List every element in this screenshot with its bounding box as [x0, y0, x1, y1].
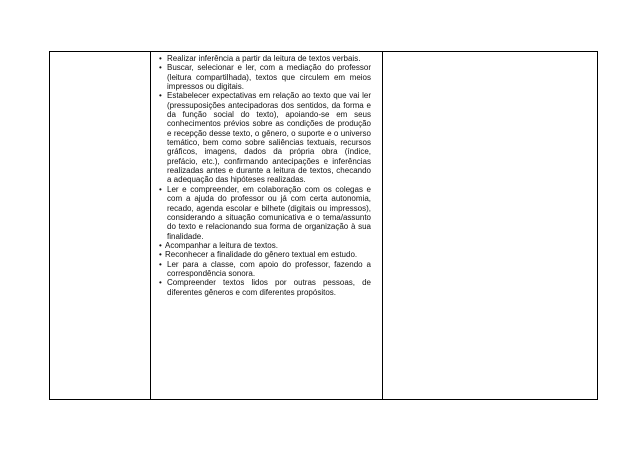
bullet-icon: •	[159, 278, 162, 288]
content-table	[49, 51, 598, 400]
table-cell-left	[50, 52, 150, 399]
list-item-text: Reconhecer a finalidade do gênero textual em estudo.	[165, 250, 358, 260]
list-item-text: Ler e compreender, em colaboração com os colegas e com a ajuda do professor ou já com certa autonomia, recado, agenda escolar e bilhete (digitais ou impressos), considerando a situação comunicativa e o tema/assunto do texto e relacionando sua forma de organização à sua finalidade.	[167, 184, 371, 241]
list-item-text: Buscar, selecionar e ler, com a mediação do professor (leitura compartilhada), textos que circulem em meios impressos ou digitais.	[167, 63, 371, 92]
bullet-icon: •	[159, 63, 162, 73]
list-item-text: Acompanhar a leitura de textos.	[165, 240, 278, 250]
bullet-icon: •	[159, 259, 162, 269]
list-item	[159, 260, 371, 279]
list-item-text: Estabelecer expectativas em relação ao texto que vai ler (pressuposições antecipadoras dos sentidos, da forma e da função social do texto), apoiando-se em seus conhecimentos prévios sobre as condições de produção e recepção desse texto, o gênero, o suporte e o universo temático, bem como sobre saliências textuais, recursos gráficos, imagens, dados da própria obra (índice, prefácio, etc.), confirmando antecipações e inferências realizadas antes e durante a leitura de textos, checando a adequação das hipóteses realizadas.	[167, 91, 371, 185]
list-item	[159, 250, 371, 259]
table-cell-right	[383, 52, 597, 399]
bullet-icon: •	[159, 184, 162, 194]
list-item	[159, 54, 371, 63]
column-divider-1	[150, 52, 151, 399]
list-item	[159, 91, 371, 184]
list-item-text: Realizar inferência a partir da leitura de textos verbais.	[167, 54, 361, 63]
list-item	[159, 63, 371, 91]
list-item	[159, 185, 371, 241]
list-item	[159, 241, 371, 250]
list-item-text: Ler para a classe, com apoio do professor, fazendo a correspondência sonora.	[167, 259, 371, 278]
bullet-icon: •	[159, 91, 162, 101]
table-cell-objectives	[159, 54, 371, 297]
list-item-text: Compreender textos lidos por outras pessoas, de diferentes gêneros e com diferentes propósitos.	[167, 278, 371, 297]
bullet-icon: •	[159, 240, 162, 250]
bullet-icon: •	[159, 54, 162, 63]
list-item	[159, 278, 371, 297]
bullet-icon: •	[159, 250, 162, 260]
